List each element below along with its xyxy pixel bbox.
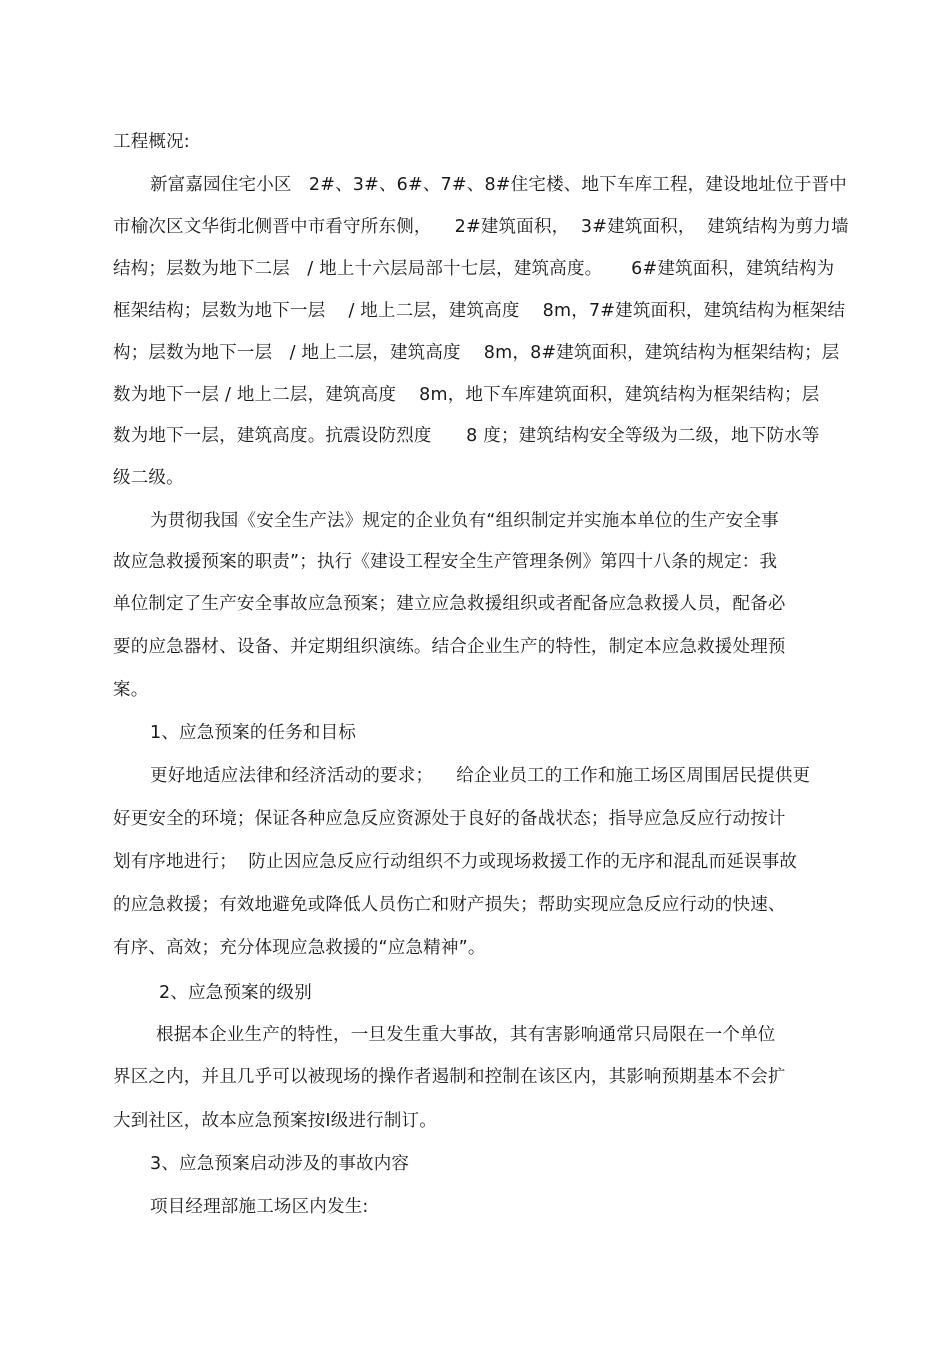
section-heading-overview: 工程概况:: [113, 132, 190, 152]
paragraph-line: 更好地适应法律和经济活动的要求； 给企业员工的工作和施工场区周围居民提供更: [150, 766, 811, 786]
paragraph-line: 构；层数为地下一层 / 地上二层，建筑高度 8m，8#建筑面积，建筑结构为框架结构；层: [113, 343, 840, 363]
paragraph-line: 级二级。: [113, 468, 184, 488]
paragraph-line: 数为地下一层 / 地上二层，建筑高度 8m，地下车库建筑面积，建筑结构为框架结构；层: [113, 385, 820, 405]
paragraph-line: 市榆次区文华街北侧晋中市看守所东侧， 2#建筑面积， 3#建筑面积， 建筑结构为剪力墙: [113, 217, 849, 237]
paragraph-line: 有序、高效；充分体现应急救援的“应急精神”。: [113, 938, 486, 958]
paragraph-line: 数为地下一层，建筑高度。抗震设防烈度 8 度；建筑结构安全等级为二级，地下防水等: [113, 426, 820, 446]
paragraph-line: 界区之内，并且几乎可以被现场的操作者遏制和控制在该区内，其影响预期基本不会扩: [113, 1067, 786, 1087]
paragraph-line: 好更安全的环境；保证各种应急反应资源处于良好的备战状态；指导应急反应行动按计: [113, 809, 786, 829]
paragraph-line: 大到社区，故本应急预案按Ⅰ级进行制订。: [113, 1111, 437, 1131]
paragraph-line: 结构；层数为地下二层 / 地上十六层局部十七层，建筑高度。 6#建筑面积，建筑结构为: [113, 259, 835, 279]
paragraph-line: 为贯彻我国《安全生产法》规定的企业负有“组织制定并实施本单位的生产安全事: [150, 511, 779, 531]
paragraph-line: 故应急救援预案的职责”；执行《建设工程安全生产管理条例》第四十八条的规定：我: [113, 552, 778, 572]
paragraph-line: 划有序地进行； 防止因应急反应行动组织不力或现场救援工作的无序和混乱而延误事故: [113, 852, 798, 872]
paragraph-line: 框架结构；层数为地下一层 / 地上二层，建筑高度 8m，7#建筑面积，建筑结构为框架结: [113, 301, 846, 321]
paragraph-line: 要的应急器材、设备、并定期组织演练。结合企业生产的特性，制定本应急救援处理预: [113, 637, 786, 657]
paragraph-line: 单位制定了生产安全事故应急预案；建立应急救援组织或者配备应急救援人员，配备必: [113, 594, 786, 614]
section-heading-level: 2、应急预案的级别: [159, 983, 312, 1003]
paragraph-line: 的应急救援；有效地避免或降低人员伤亡和财产损失；帮助实现应急反应行动的快速、: [113, 895, 786, 915]
paragraph-line: 根据本企业生产的特性，一旦发生重大事故，其有害影响通常只局限在一个单位: [156, 1025, 776, 1045]
paragraph-line: 项目经理部施工场区内发生:: [150, 1197, 369, 1217]
paragraph-line: 新富嘉园住宅小区 2#、3#、6#、7#、8#住宅楼、地下车库工程，建设地址位于晋中: [150, 175, 847, 195]
paragraph-line: 案。: [113, 680, 149, 700]
section-heading-task-goal: 1、应急预案的任务和目标: [150, 723, 357, 743]
section-heading-accident-content: 3、应急预案启动涉及的事故内容: [150, 1154, 410, 1174]
